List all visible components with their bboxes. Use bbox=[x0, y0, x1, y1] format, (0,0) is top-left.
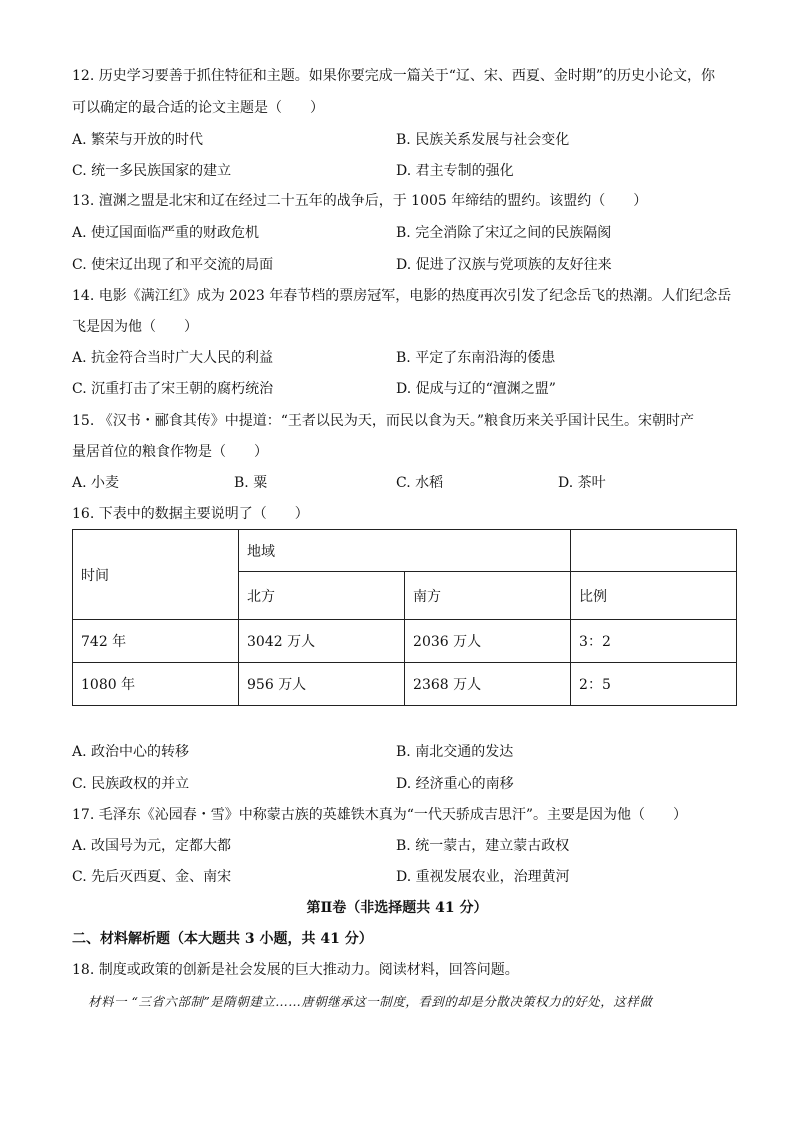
q15-option-d[interactable]: D. 茶叶 bbox=[558, 475, 606, 491]
q16-option-d[interactable]: D. 经济重心的南移 bbox=[396, 776, 514, 792]
header-south: 南方 bbox=[405, 572, 571, 620]
q15-option-a[interactable]: A. 小麦 bbox=[72, 475, 120, 491]
cell-north: 956 万人 bbox=[239, 663, 405, 706]
table-row bbox=[73, 620, 737, 663]
q16-option-c[interactable]: C. 民族政权的并立 bbox=[72, 776, 190, 792]
q13-option-d[interactable]: D. 促进了汉族与党项族的友好往来 bbox=[396, 257, 612, 273]
q16-stem: 16. 下表中的数据主要说明了（ ） bbox=[72, 506, 309, 522]
header-empty bbox=[571, 530, 737, 572]
cell-south: 2036 万人 bbox=[405, 620, 571, 663]
q12-option-d[interactable]: D. 君主专制的强化 bbox=[396, 163, 514, 179]
q18-material1: 材料一 “三省六部制”是隋朝建立……唐朝继承这一制度，看到的却是分散决策权力的好处，这样做 bbox=[88, 994, 653, 1009]
q17-option-d[interactable]: D. 重视发展农业，治理黄河 bbox=[396, 869, 570, 885]
q16-option-a[interactable]: A. 政治中心的转移 bbox=[72, 744, 190, 760]
q12-option-b[interactable]: B. 民族关系发展与社会变化 bbox=[396, 132, 570, 148]
q14-option-d[interactable]: D. 促成与辽的“澶渊之盟” bbox=[396, 381, 556, 397]
q12-stem-line1: 12. 历史学习要善于抓住特征和主题。如果你要完成一篇关于“辽、宋、西夏、金时期”的历史小论文，你 bbox=[72, 68, 716, 84]
q17-option-a[interactable]: A. 改国号为元，定都大都 bbox=[72, 838, 232, 854]
q15-option-c[interactable]: C. 水稻 bbox=[396, 475, 444, 491]
q17-stem: 17. 毛泽东《沁园春・雪》中称蒙古族的英雄铁木真为“一代天骄成吉思汗”。主要是因为他（ ） bbox=[72, 807, 688, 823]
q12-stem-line2: 可以确定的最合适的论文主题是（ ） bbox=[72, 100, 324, 116]
q12-option-c[interactable]: C. 统一多民族国家的建立 bbox=[72, 163, 232, 179]
q13-option-b[interactable]: B. 完全消除了宋辽之间的民族隔阂 bbox=[396, 225, 612, 241]
header-north: 北方 bbox=[239, 572, 405, 620]
q14-option-c[interactable]: C. 沉重打击了宋王朝的腐朽统治 bbox=[72, 381, 274, 397]
part2-title: 第Ⅱ卷（非选择题共 41 分） bbox=[306, 900, 488, 916]
cell-year: 742 年 bbox=[73, 620, 239, 663]
q17-option-b[interactable]: B. 统一蒙古，建立蒙古政权 bbox=[396, 838, 570, 854]
q15-option-b[interactable]: B. 粟 bbox=[234, 475, 268, 491]
q13-option-a[interactable]: A. 使辽国面临严重的财政危机 bbox=[72, 225, 260, 241]
q18-stem: 18. 制度或政策的创新是社会发展的巨大推动力。阅读材料，回答问题。 bbox=[72, 962, 519, 978]
cell-ratio: 2：5 bbox=[571, 663, 737, 706]
header-ratio: 比例 bbox=[571, 572, 737, 620]
q15-stem-line1: 15. 《汉书・郦食其传》中提道：“王者以民为天，而民以食为天。”粮食历来关乎国计民生。宋朝时产 bbox=[72, 413, 695, 429]
q14-stem-line2: 飞是因为他（ ） bbox=[72, 319, 198, 335]
q15-stem-line2: 量居首位的粮食作物是（ ） bbox=[72, 444, 268, 460]
q16-option-b[interactable]: B. 南北交通的发达 bbox=[396, 744, 514, 760]
q13-option-c[interactable]: C. 使宋辽出现了和平交流的局面 bbox=[72, 257, 274, 273]
header-region: 地域 bbox=[239, 530, 571, 572]
q13-stem: 13. 澶渊之盟是北宋和辽在经过二十五年的战争后，于 1005 年缔结的盟约。该盟约（ ） bbox=[72, 193, 648, 209]
cell-ratio: 3：2 bbox=[571, 620, 737, 663]
q14-stem-line1: 14. 电影《满江红》成为 2023 年春节档的票房冠军，电影的热度再次引发了纪念岳飞的热潮。人们纪念岳 bbox=[72, 288, 732, 304]
q14-option-b[interactable]: B. 平定了东南沿海的倭患 bbox=[396, 350, 556, 366]
cell-year: 1080 年 bbox=[73, 663, 239, 706]
population-table bbox=[72, 529, 737, 706]
table-row bbox=[73, 663, 737, 706]
q12-option-a[interactable]: A. 繁荣与开放的时代 bbox=[72, 132, 204, 148]
q17-option-c[interactable]: C. 先后灭西夏、金、南宋 bbox=[72, 869, 232, 885]
cell-south: 2368 万人 bbox=[405, 663, 571, 706]
cell-north: 3042 万人 bbox=[239, 620, 405, 663]
header-time: 时间 bbox=[73, 530, 239, 620]
section2-title: 二、材料解析题（本大题共 3 小题，共 41 分） bbox=[72, 931, 373, 947]
q14-option-a[interactable]: A. 抗金符合当时广大人民的利益 bbox=[72, 350, 274, 366]
